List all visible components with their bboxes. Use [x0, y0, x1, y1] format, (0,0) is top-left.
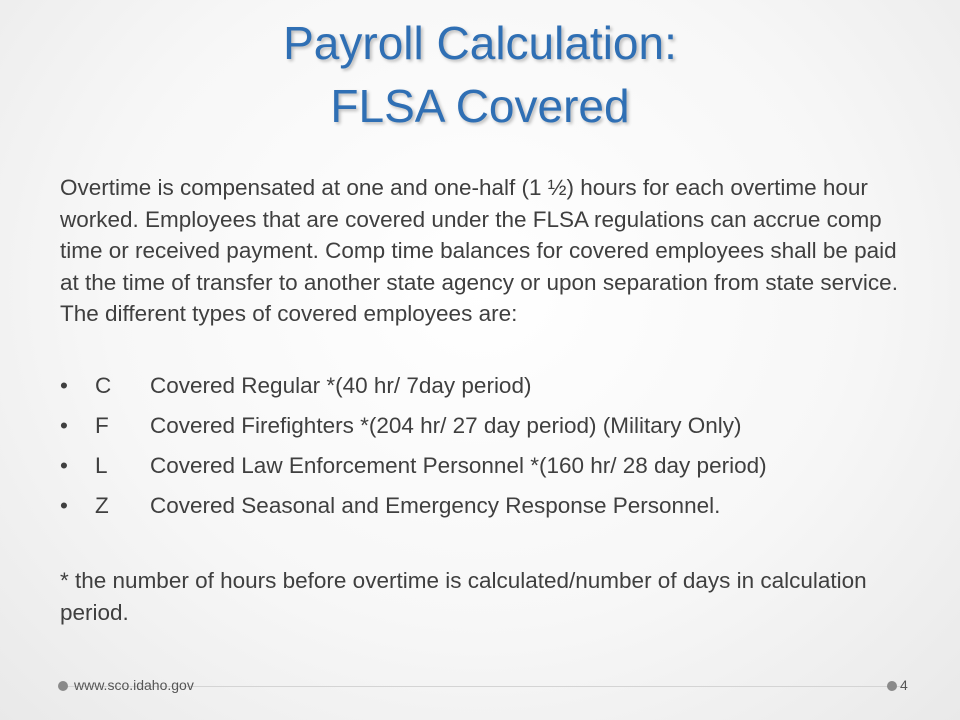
employee-type-code: Z — [95, 493, 109, 518]
employee-type-description: Covered Firefighters *(204 hr/ 27 day period) (Military Only) — [150, 413, 742, 438]
list-item — [60, 450, 920, 490]
employee-type-list — [60, 370, 920, 530]
bullet-icon: • — [60, 453, 68, 478]
footnote: * the number of hours before overtime is calculated/number of days in calculation period. — [60, 568, 867, 625]
slide-title-line-1: Payroll Calculation: — [283, 17, 677, 69]
list-item — [60, 490, 920, 530]
employee-type-code: L — [95, 453, 108, 478]
employee-type-description: Covered Law Enforcement Personnel *(160 hr/ 28 day period) — [150, 453, 767, 478]
bullet-icon: • — [60, 373, 68, 398]
footer-dot-icon — [887, 681, 897, 691]
body-paragraph: Overtime is compensated at one and one-half (1 ½) hours for each overtime hour worked. Employees that are covered under the FLSA regulations can accrue comp time or received payment. Comp time balances for covered employees shall be paid at the time of transfer to another state agency or upon separation from state service. The different types of covered employees are: — [60, 175, 898, 326]
employee-type-description: Covered Seasonal and Emergency Response Personnel. — [150, 493, 721, 518]
footer-dot-icon — [58, 681, 68, 691]
list-item — [60, 410, 920, 450]
employee-type-code: F — [95, 413, 109, 438]
bullet-icon: • — [60, 493, 68, 518]
footer-url: www.sco.idaho.gov — [74, 677, 194, 693]
slide-title-line-2: FLSA Covered — [330, 79, 630, 132]
bullet-icon: • — [60, 413, 68, 438]
slide-title — [0, 12, 960, 137]
employee-type-description: Covered Regular *(40 hr/ 7day period) — [150, 373, 532, 398]
list-item — [60, 370, 920, 410]
page-number: 4 — [900, 677, 908, 693]
employee-type-code: C — [95, 373, 112, 398]
